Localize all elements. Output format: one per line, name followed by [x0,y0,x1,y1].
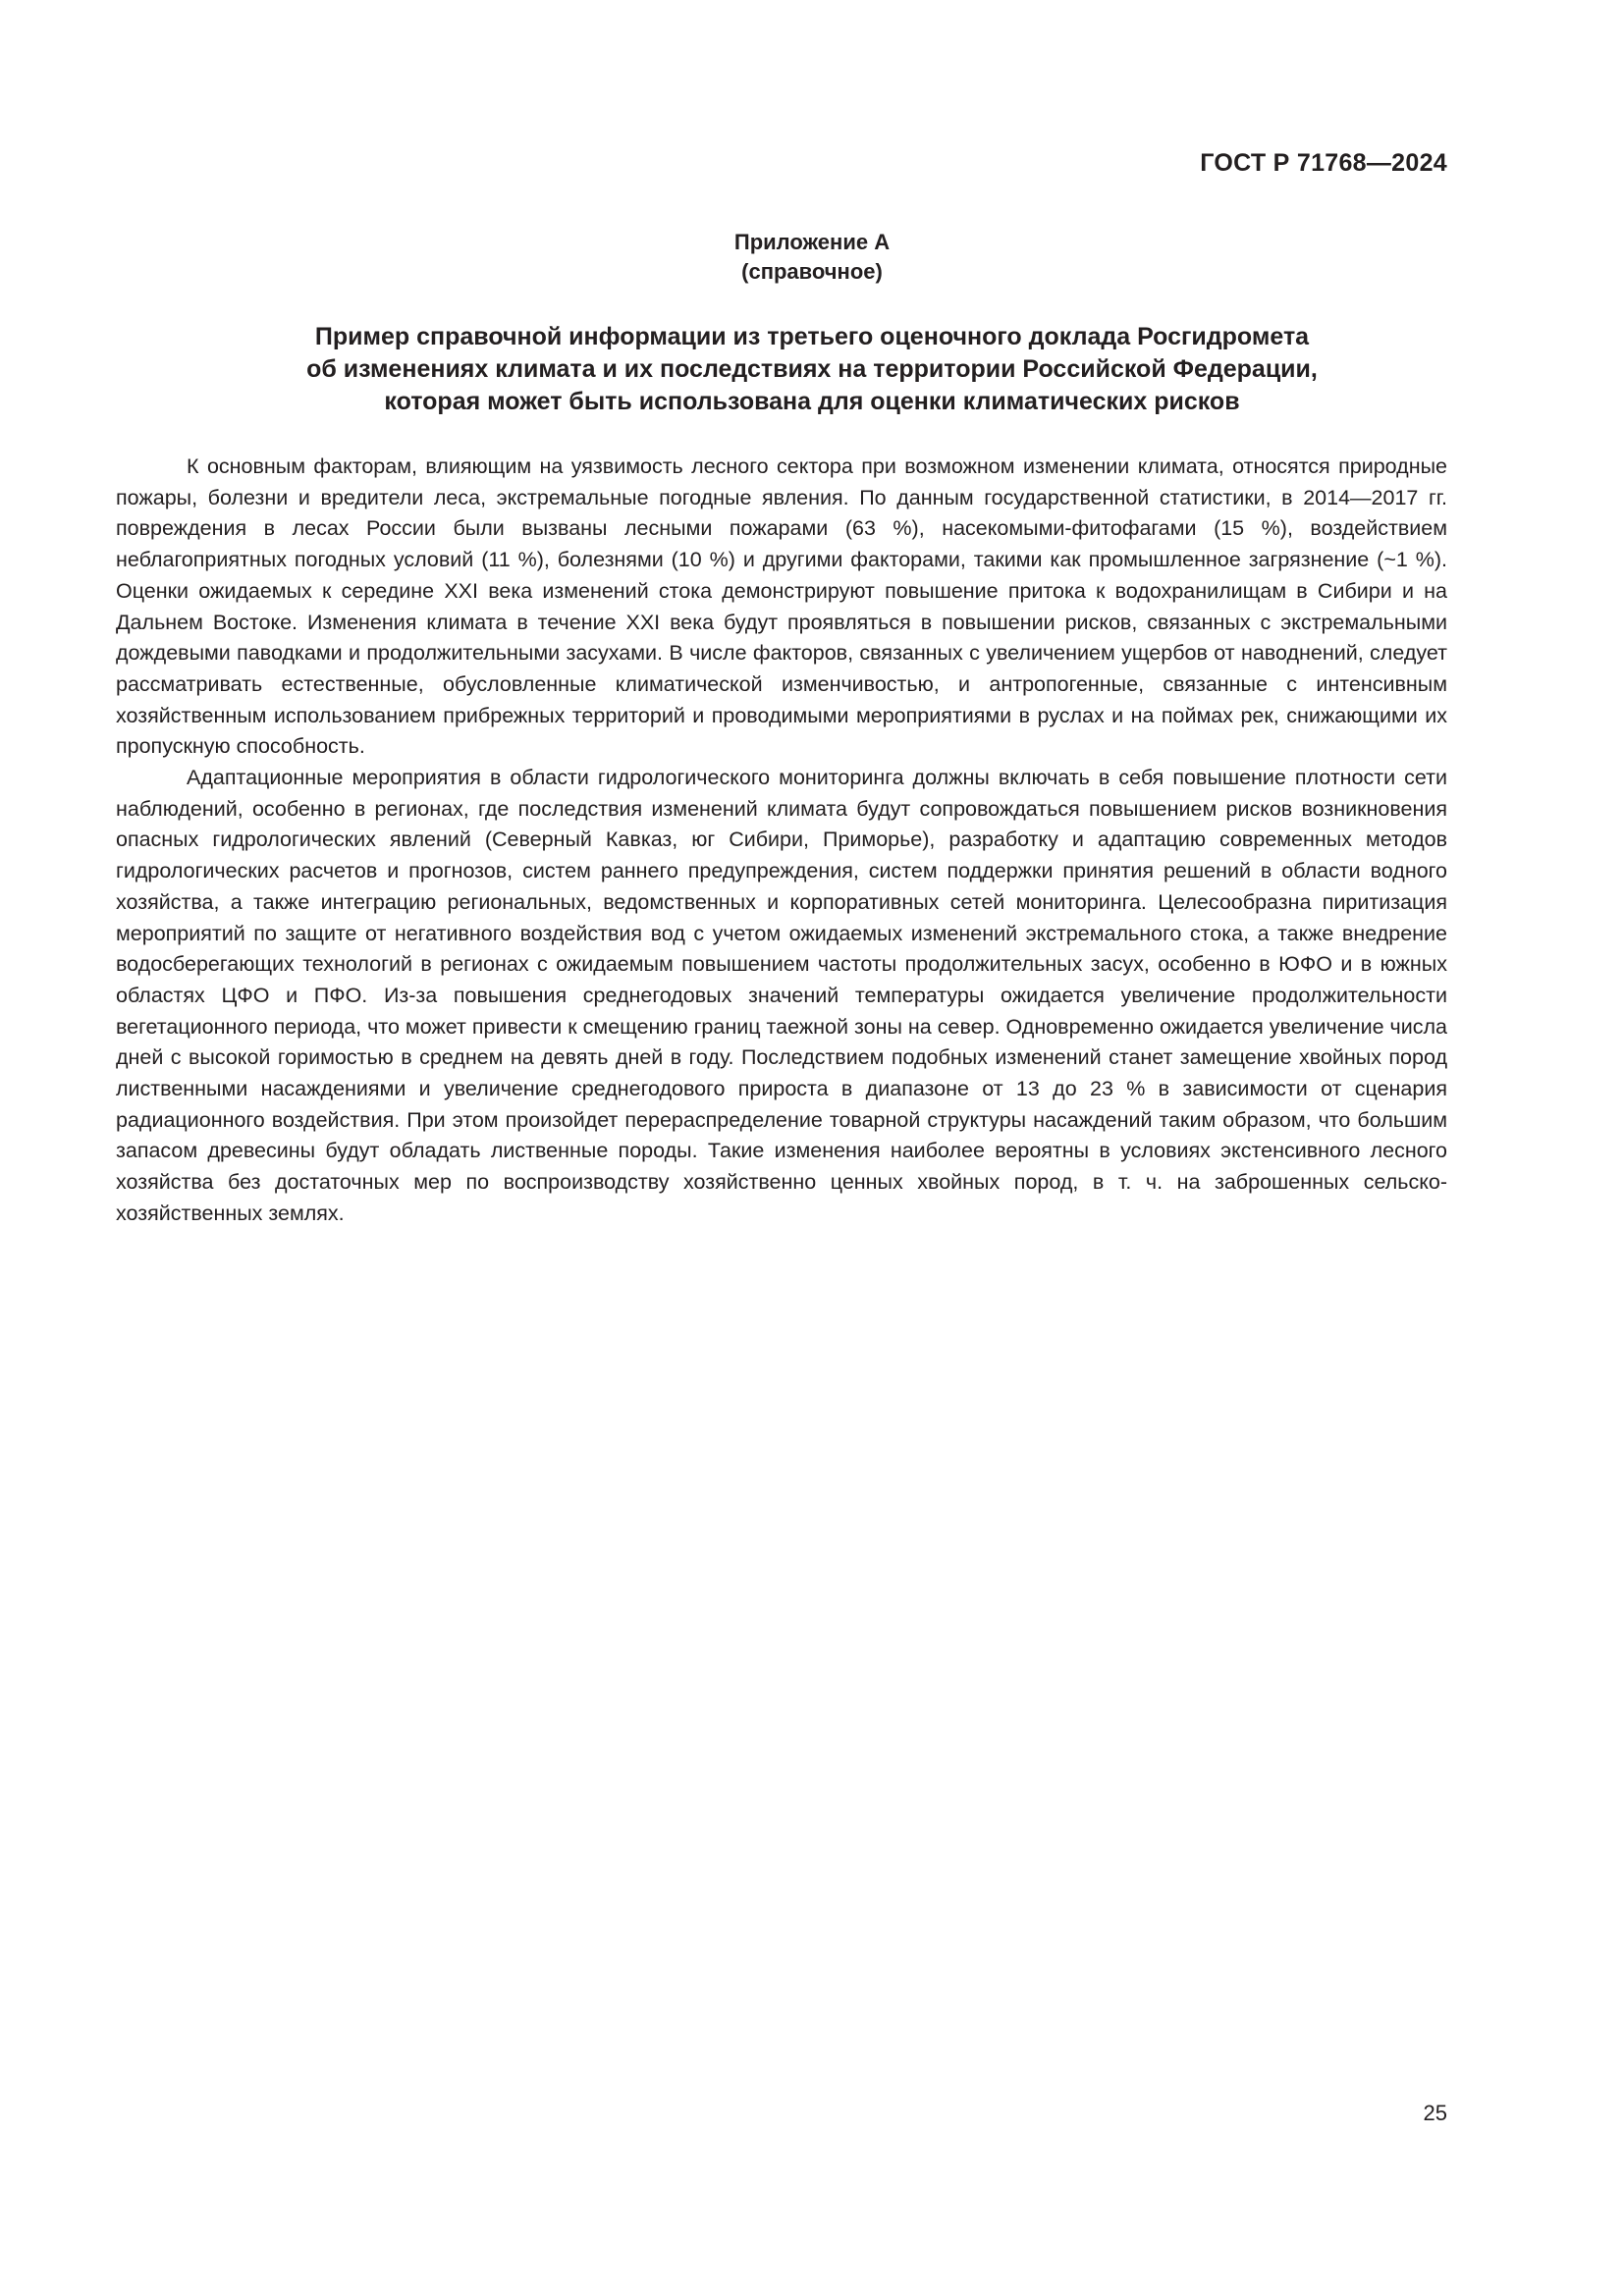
appendix-heading [0,228,1624,287]
appendix-title-line: Пример справочной информации из третьего оценочного доклада Росгидромета [314,323,1310,350]
appendix-status: (справочное) [741,259,883,284]
body-text [116,452,1447,1230]
appendix-title-line: которая может быть использована для оценки климатических рисков [384,388,1240,415]
paragraph: Адаптационные мероприятия в области гидрологического мониторинга должны включать в себя повышение плотности сети наблюдений, особенно в регионах, где последствия изменений климата будут сопровождаться повышением рисков возникновения опасных гидрологических явлений (Северный Кавказ, юг Сибири, Приморье), разработку и адаптацию современных методов гидрологических расчетов и прогнозов, систем раннего предупреждения, систем поддержки принятия решений в области водного хозяйства, а также интеграцию региональных, ведомственных и корпоративных сетей мониторинга. Целесообразна пиритизация мероприятий по защите от негативного воздействия вод с учетом ожидаемых изменений экстремального стока, а также внедрение водосберегающих технологий в регионах с ожидаемым повышением частоты продолжительных засух, особенно в ЮФО и в южных областях ЦФО и ПФО. Из-за повышения среднегодовых значений температуры ожидается увеличение продолжительности вегетационного периода, что может привести к смещению границ таежной зоны на север. Одновременно ожидается увеличение числа дней с высокой горимостью в среднем на девять дней в году. Последствием подобных изменений станет замещение хвойных пород лиственными насаждениями и увеличение среднегодового прироста в диапазоне от 13 до 23 % в зависимости от сценария радиационного воздействия. При этом произойдет перераспределение товарной структуры насаждений таким образом, что большим запасом древесины будут обладать лиственные породы. Такие изменения наиболее вероятны в условиях экстенсивного лесного хозяйства без достаточных мер по воспроизводству хозяйственно ценных хвойных пород, в т. ч. на заброшенных сельско-хозяйственных землях. [116,766,1447,1225]
appendix-title-line: об изменениях климата и их последствиях на территории Российской Федерации, [306,355,1318,383]
appendix-label: Приложение А [733,230,891,254]
appendix-title [0,321,1624,418]
page-number: 25 [1423,2101,1447,2125]
paragraph: К основным факторам, влияющим на уязвимость лесного сектора при возможном изменении климата, относятся природные пожары, болезни и вредители леса, экстремальные погодные явления. По данным государственной статистики, в 2014—2017 гг. повреждения в лесах России были вызваны лесными пожарами (63 %), насекомыми-фитофагами (15 %), воздействием неблагоприятных погодных условий (11 %), болезнями (10 %) и другими факторами, такими как промышленное загрязнение (~1 %). Оценки ожидаемых к середине XXI века изменений стока демонстрируют повышение притока к водохранилищам в Сибири и на Дальнем Востоке. Изменения климата в течение XXI века будут проявляться в повышении рисков, связанных с экстремальными дождевыми паводками и продолжительными засухами. В числе факторов, связанных с увеличением ущербов от наводнений, следует рассматривать естественные, обусловленные климатической изменчивостью, и антропогенные, связанные с интенсивным хозяйственным использованием прибрежных территорий и проводимыми мероприятиями в руслах и на поймах рек, снижающими их пропускную способность. [116,454,1447,759]
document-code: ГОСТ Р 71768—2024 [1200,149,1447,177]
